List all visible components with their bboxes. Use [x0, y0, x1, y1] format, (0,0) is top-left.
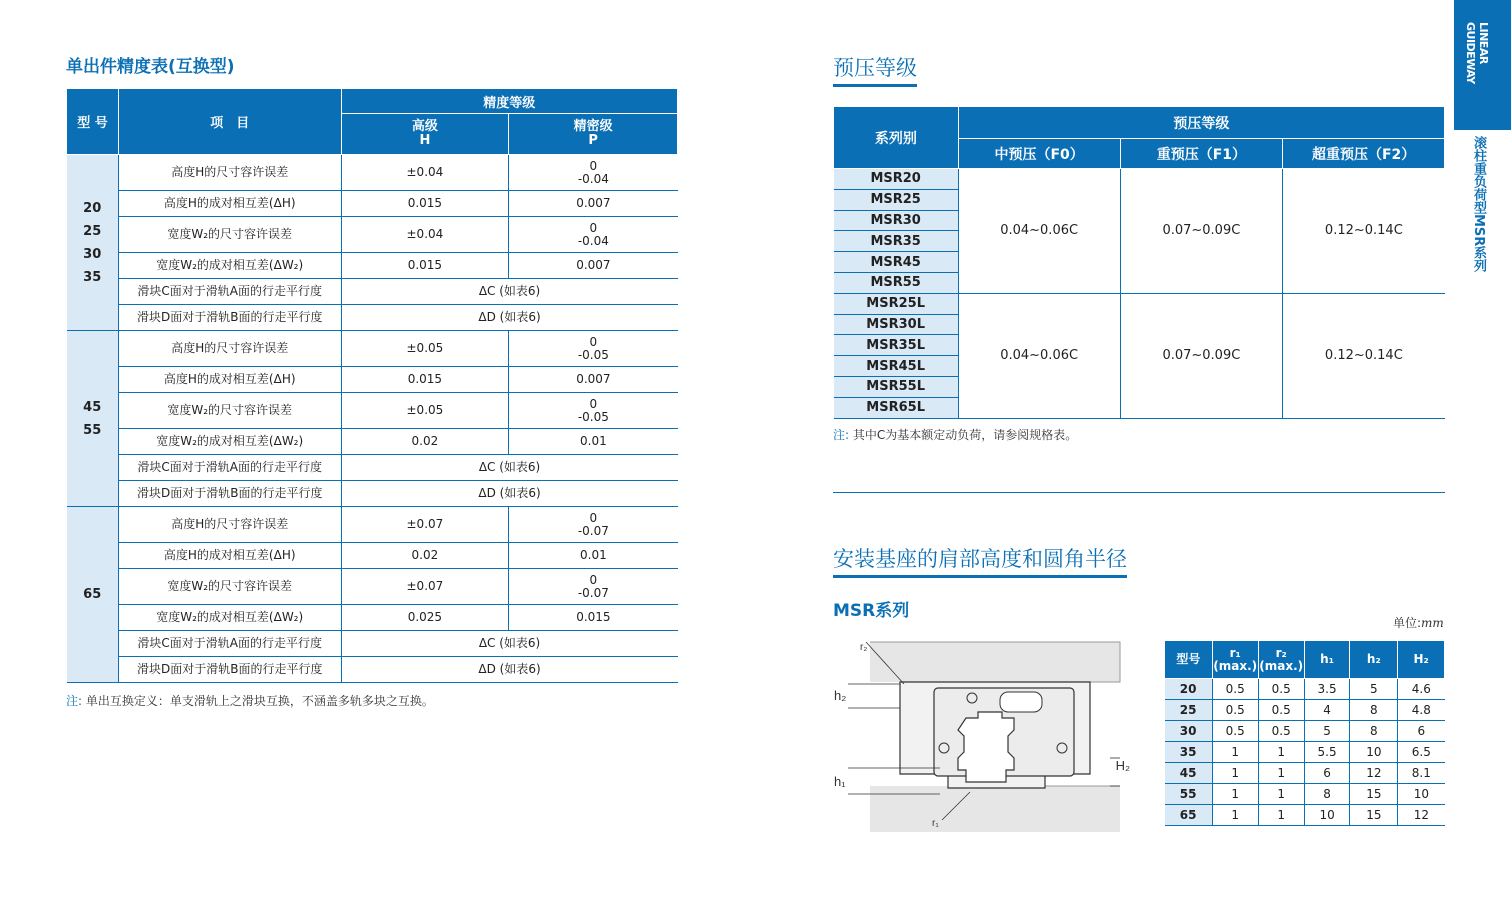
- accuracy-row: [67, 605, 678, 631]
- dim-value: 0.5: [1258, 700, 1304, 721]
- precision-value: 0 -0.04: [509, 155, 678, 191]
- item-label: 滑块D面对于滑轨B面的行走平行度: [118, 657, 341, 683]
- unit-label: 单位:mm: [1393, 616, 1444, 630]
- item-label: 高度H的成对相互差(ΔH): [118, 543, 341, 569]
- item-label: 宽度W₂的尺寸容许误差: [118, 393, 341, 429]
- series-model: MSR65L: [834, 397, 959, 418]
- item-label: 高度H的成对相互差(ΔH): [118, 191, 341, 217]
- series-model: MSR55L: [834, 376, 959, 397]
- precision-value: 0.01: [509, 429, 678, 455]
- accuracy-table: [66, 88, 678, 683]
- parallelism-value: ΔD (如表6): [341, 657, 677, 683]
- high-value: 0.02: [341, 429, 509, 455]
- dim-value: 6: [1398, 721, 1445, 742]
- mounting-title: 安装基座的肩部高度和圆角半径: [833, 543, 1127, 578]
- dim-value: 8.1: [1398, 763, 1445, 784]
- accuracy-row: [67, 367, 678, 393]
- item-label: 高度H的成对相互差(ΔH): [118, 367, 341, 393]
- dim-value: 1: [1212, 805, 1258, 826]
- precision-value: 0.007: [509, 367, 678, 393]
- dim-header: H₂: [1398, 641, 1445, 679]
- preload-f2-value: 0.12~0.14C: [1283, 293, 1445, 418]
- dim-row: [1165, 805, 1445, 826]
- high-value: ±0.05: [341, 331, 509, 367]
- header-preload-grade: 预压等级: [958, 107, 1444, 139]
- precision-value: 0 -0.07: [509, 569, 678, 605]
- preload-table: [833, 106, 1445, 419]
- dim-row: [1165, 784, 1445, 805]
- accuracy-row: [67, 569, 678, 605]
- dim-model: 65: [1165, 805, 1213, 826]
- accuracy-row: [67, 253, 678, 279]
- header-high: 高级 H: [341, 114, 509, 155]
- dim-value: 8: [1304, 784, 1350, 805]
- header-precision: 精密级 P: [509, 114, 678, 155]
- precision-value: 0.007: [509, 191, 678, 217]
- dim-value: 6: [1304, 763, 1350, 784]
- high-value: ±0.07: [341, 569, 509, 605]
- parallelism-value: ΔC (如表6): [341, 631, 677, 657]
- preload-row: [834, 293, 1445, 314]
- precision-value: 0 -0.05: [509, 331, 678, 367]
- high-value: ±0.07: [341, 507, 509, 543]
- accuracy-row: [67, 217, 678, 253]
- dim-model: 25: [1165, 700, 1213, 721]
- dim-value: 1: [1258, 805, 1304, 826]
- mounting-subtitle: MSR系列: [833, 601, 910, 621]
- dim-value: 3.5: [1304, 679, 1350, 700]
- item-label: 滑块D面对于滑轨B面的行走平行度: [118, 481, 341, 507]
- header-f2: 超重预压（F2）: [1283, 139, 1445, 169]
- precision-value: 0.01: [509, 543, 678, 569]
- svg-text:h₁: h₁: [834, 774, 846, 789]
- series-model: MSR45: [834, 252, 959, 273]
- preload-f1-value: 0.07~0.09C: [1120, 293, 1283, 418]
- parallelism-value: ΔD (如表6): [341, 481, 677, 507]
- dim-value: 0.5: [1212, 679, 1258, 700]
- series-model: MSR20: [834, 169, 959, 190]
- model-sizes: 20 25 30 35: [67, 155, 119, 331]
- dim-value: 1: [1258, 784, 1304, 805]
- accuracy-row: [67, 393, 678, 429]
- high-value: ±0.04: [341, 155, 509, 191]
- dim-value: 6.5: [1398, 742, 1445, 763]
- accuracy-row: [67, 429, 678, 455]
- parallelism-value: ΔC (如表6): [341, 455, 677, 481]
- dim-value: 15: [1350, 805, 1398, 826]
- dim-value: 5: [1350, 679, 1398, 700]
- dim-value: 0.5: [1258, 679, 1304, 700]
- high-value: 0.02: [341, 543, 509, 569]
- dim-value: 5: [1304, 721, 1350, 742]
- accuracy-row: [67, 543, 678, 569]
- accuracy-row: [67, 331, 678, 367]
- precision-value: 0 -0.05: [509, 393, 678, 429]
- dim-value: 12: [1350, 763, 1398, 784]
- accuracy-note: 注: 单出互换定义：单支滑轨上之滑块互换，不涵盖多轨多块之互换。: [66, 694, 434, 708]
- precision-value: 0.007: [509, 253, 678, 279]
- series-model: MSR30L: [834, 314, 959, 335]
- accuracy-row: [67, 155, 678, 191]
- svg-text:h₂: h₂: [834, 688, 847, 703]
- dim-value: 15: [1350, 784, 1398, 805]
- accuracy-row: [67, 507, 678, 543]
- side-tab-chinese: 滚柱重负荷型MSR系列: [1471, 136, 1486, 273]
- series-model: MSR35L: [834, 335, 959, 356]
- header-item: 项 目: [118, 89, 341, 155]
- dim-header: r₂ (max.): [1258, 641, 1304, 679]
- dim-value: 8: [1350, 700, 1398, 721]
- preload-row: [834, 169, 1445, 190]
- dim-value: 8: [1350, 721, 1398, 742]
- header-f1: 重预压（F1）: [1120, 139, 1283, 169]
- item-label: 高度H的尺寸容许误差: [118, 155, 341, 191]
- header-model: 型 号: [67, 89, 119, 155]
- high-value: 0.025: [341, 605, 509, 631]
- header-grade: 精度等级: [341, 89, 677, 114]
- item-label: 宽度W₂的尺寸容许误差: [118, 217, 341, 253]
- dim-value: 4.6: [1398, 679, 1445, 700]
- dim-value: 0.5: [1212, 721, 1258, 742]
- accuracy-row: [67, 481, 678, 507]
- item-label: 滑块C面对于滑轨A面的行走平行度: [118, 279, 341, 305]
- preload-f0-value: 0.04~0.06C: [958, 293, 1120, 418]
- item-label: 高度H的尺寸容许误差: [118, 507, 341, 543]
- dim-value: 0.5: [1212, 700, 1258, 721]
- dim-model: 35: [1165, 742, 1213, 763]
- high-value: 0.015: [341, 191, 509, 217]
- item-label: 宽度W₂的成对相互差(ΔW₂): [118, 605, 341, 631]
- series-model: MSR55: [834, 272, 959, 293]
- high-value: 0.015: [341, 253, 509, 279]
- high-value: ±0.04: [341, 217, 509, 253]
- item-label: 滑块D面对于滑轨B面的行走平行度: [118, 305, 341, 331]
- dim-row: [1165, 742, 1445, 763]
- precision-value: 0.015: [509, 605, 678, 631]
- dim-header: r₁ (max.): [1212, 641, 1258, 679]
- precision-value: 0 -0.07: [509, 507, 678, 543]
- preload-title: 预压等级: [833, 52, 917, 87]
- item-label: 高度H的尺寸容许误差: [118, 331, 341, 367]
- accuracy-row: [67, 455, 678, 481]
- accuracy-row: [67, 631, 678, 657]
- dim-value: 10: [1398, 784, 1445, 805]
- item-label: 宽度W₂的尺寸容许误差: [118, 569, 341, 605]
- parallelism-value: ΔD (如表6): [341, 305, 677, 331]
- high-value: 0.015: [341, 367, 509, 393]
- dim-model: 20: [1165, 679, 1213, 700]
- dim-value: 1: [1258, 742, 1304, 763]
- series-model: MSR25: [834, 189, 959, 210]
- dim-value: 12: [1398, 805, 1445, 826]
- model-sizes: 45 55: [67, 331, 119, 507]
- accuracy-title: 单出件精度表(互换型): [66, 57, 235, 77]
- dim-value: 1: [1212, 742, 1258, 763]
- dim-value: 1: [1212, 763, 1258, 784]
- preload-note: 注: 其中C为基本额定动负荷，请参阅规格表。: [833, 428, 1078, 442]
- series-model: MSR30: [834, 210, 959, 231]
- header-f0: 中预压（F0）: [958, 139, 1120, 169]
- dim-row: [1165, 721, 1445, 742]
- item-label: 滑块C面对于滑轨A面的行走平行度: [118, 455, 341, 481]
- preload-f1-value: 0.07~0.09C: [1120, 169, 1283, 294]
- dim-header: h₂: [1350, 641, 1398, 679]
- dim-value: 5.5: [1304, 742, 1350, 763]
- dim-header: h₁: [1304, 641, 1350, 679]
- high-value: ±0.05: [341, 393, 509, 429]
- preload-f0-value: 0.04~0.06C: [958, 169, 1120, 294]
- dim-model: 45: [1165, 763, 1213, 784]
- dim-row: [1165, 679, 1445, 700]
- series-model: MSR25L: [834, 293, 959, 314]
- dim-value: 0.5: [1258, 721, 1304, 742]
- header-series: 系列别: [834, 107, 959, 169]
- dim-value: 1: [1258, 763, 1304, 784]
- accuracy-row: [67, 279, 678, 305]
- dim-row: [1165, 700, 1445, 721]
- side-tab-english: LINEAR GUIDEWAY: [1464, 22, 1490, 84]
- dim-value: 10: [1304, 805, 1350, 826]
- dim-value: 4: [1304, 700, 1350, 721]
- item-label: 滑块C面对于滑轨A面的行走平行度: [118, 631, 341, 657]
- item-label: 宽度W₂的成对相互差(ΔW₂): [118, 429, 341, 455]
- dim-value: 10: [1350, 742, 1398, 763]
- mounting-diagram: [830, 636, 1130, 836]
- dim-model: 30: [1165, 721, 1213, 742]
- accuracy-row: [67, 191, 678, 217]
- divider: [833, 492, 1445, 493]
- dim-header: 型号: [1165, 641, 1213, 679]
- accuracy-row: [67, 657, 678, 683]
- preload-f2-value: 0.12~0.14C: [1283, 169, 1445, 294]
- svg-text:r₁: r₁: [932, 818, 939, 829]
- svg-text:r₂: r₂: [860, 642, 868, 653]
- series-model: MSR45L: [834, 356, 959, 377]
- dim-model: 55: [1165, 784, 1213, 805]
- parallelism-value: ΔC (如表6): [341, 279, 677, 305]
- precision-value: 0 -0.04: [509, 217, 678, 253]
- model-sizes: 65: [67, 507, 119, 683]
- item-label: 宽度W₂的成对相互差(ΔW₂): [118, 253, 341, 279]
- dim-value: 1: [1212, 784, 1258, 805]
- svg-text:H₂: H₂: [1115, 758, 1130, 773]
- dim-value: 4.8: [1398, 700, 1445, 721]
- shoulder-table: [1164, 640, 1445, 826]
- dim-row: [1165, 763, 1445, 784]
- series-model: MSR35: [834, 231, 959, 252]
- accuracy-row: [67, 305, 678, 331]
